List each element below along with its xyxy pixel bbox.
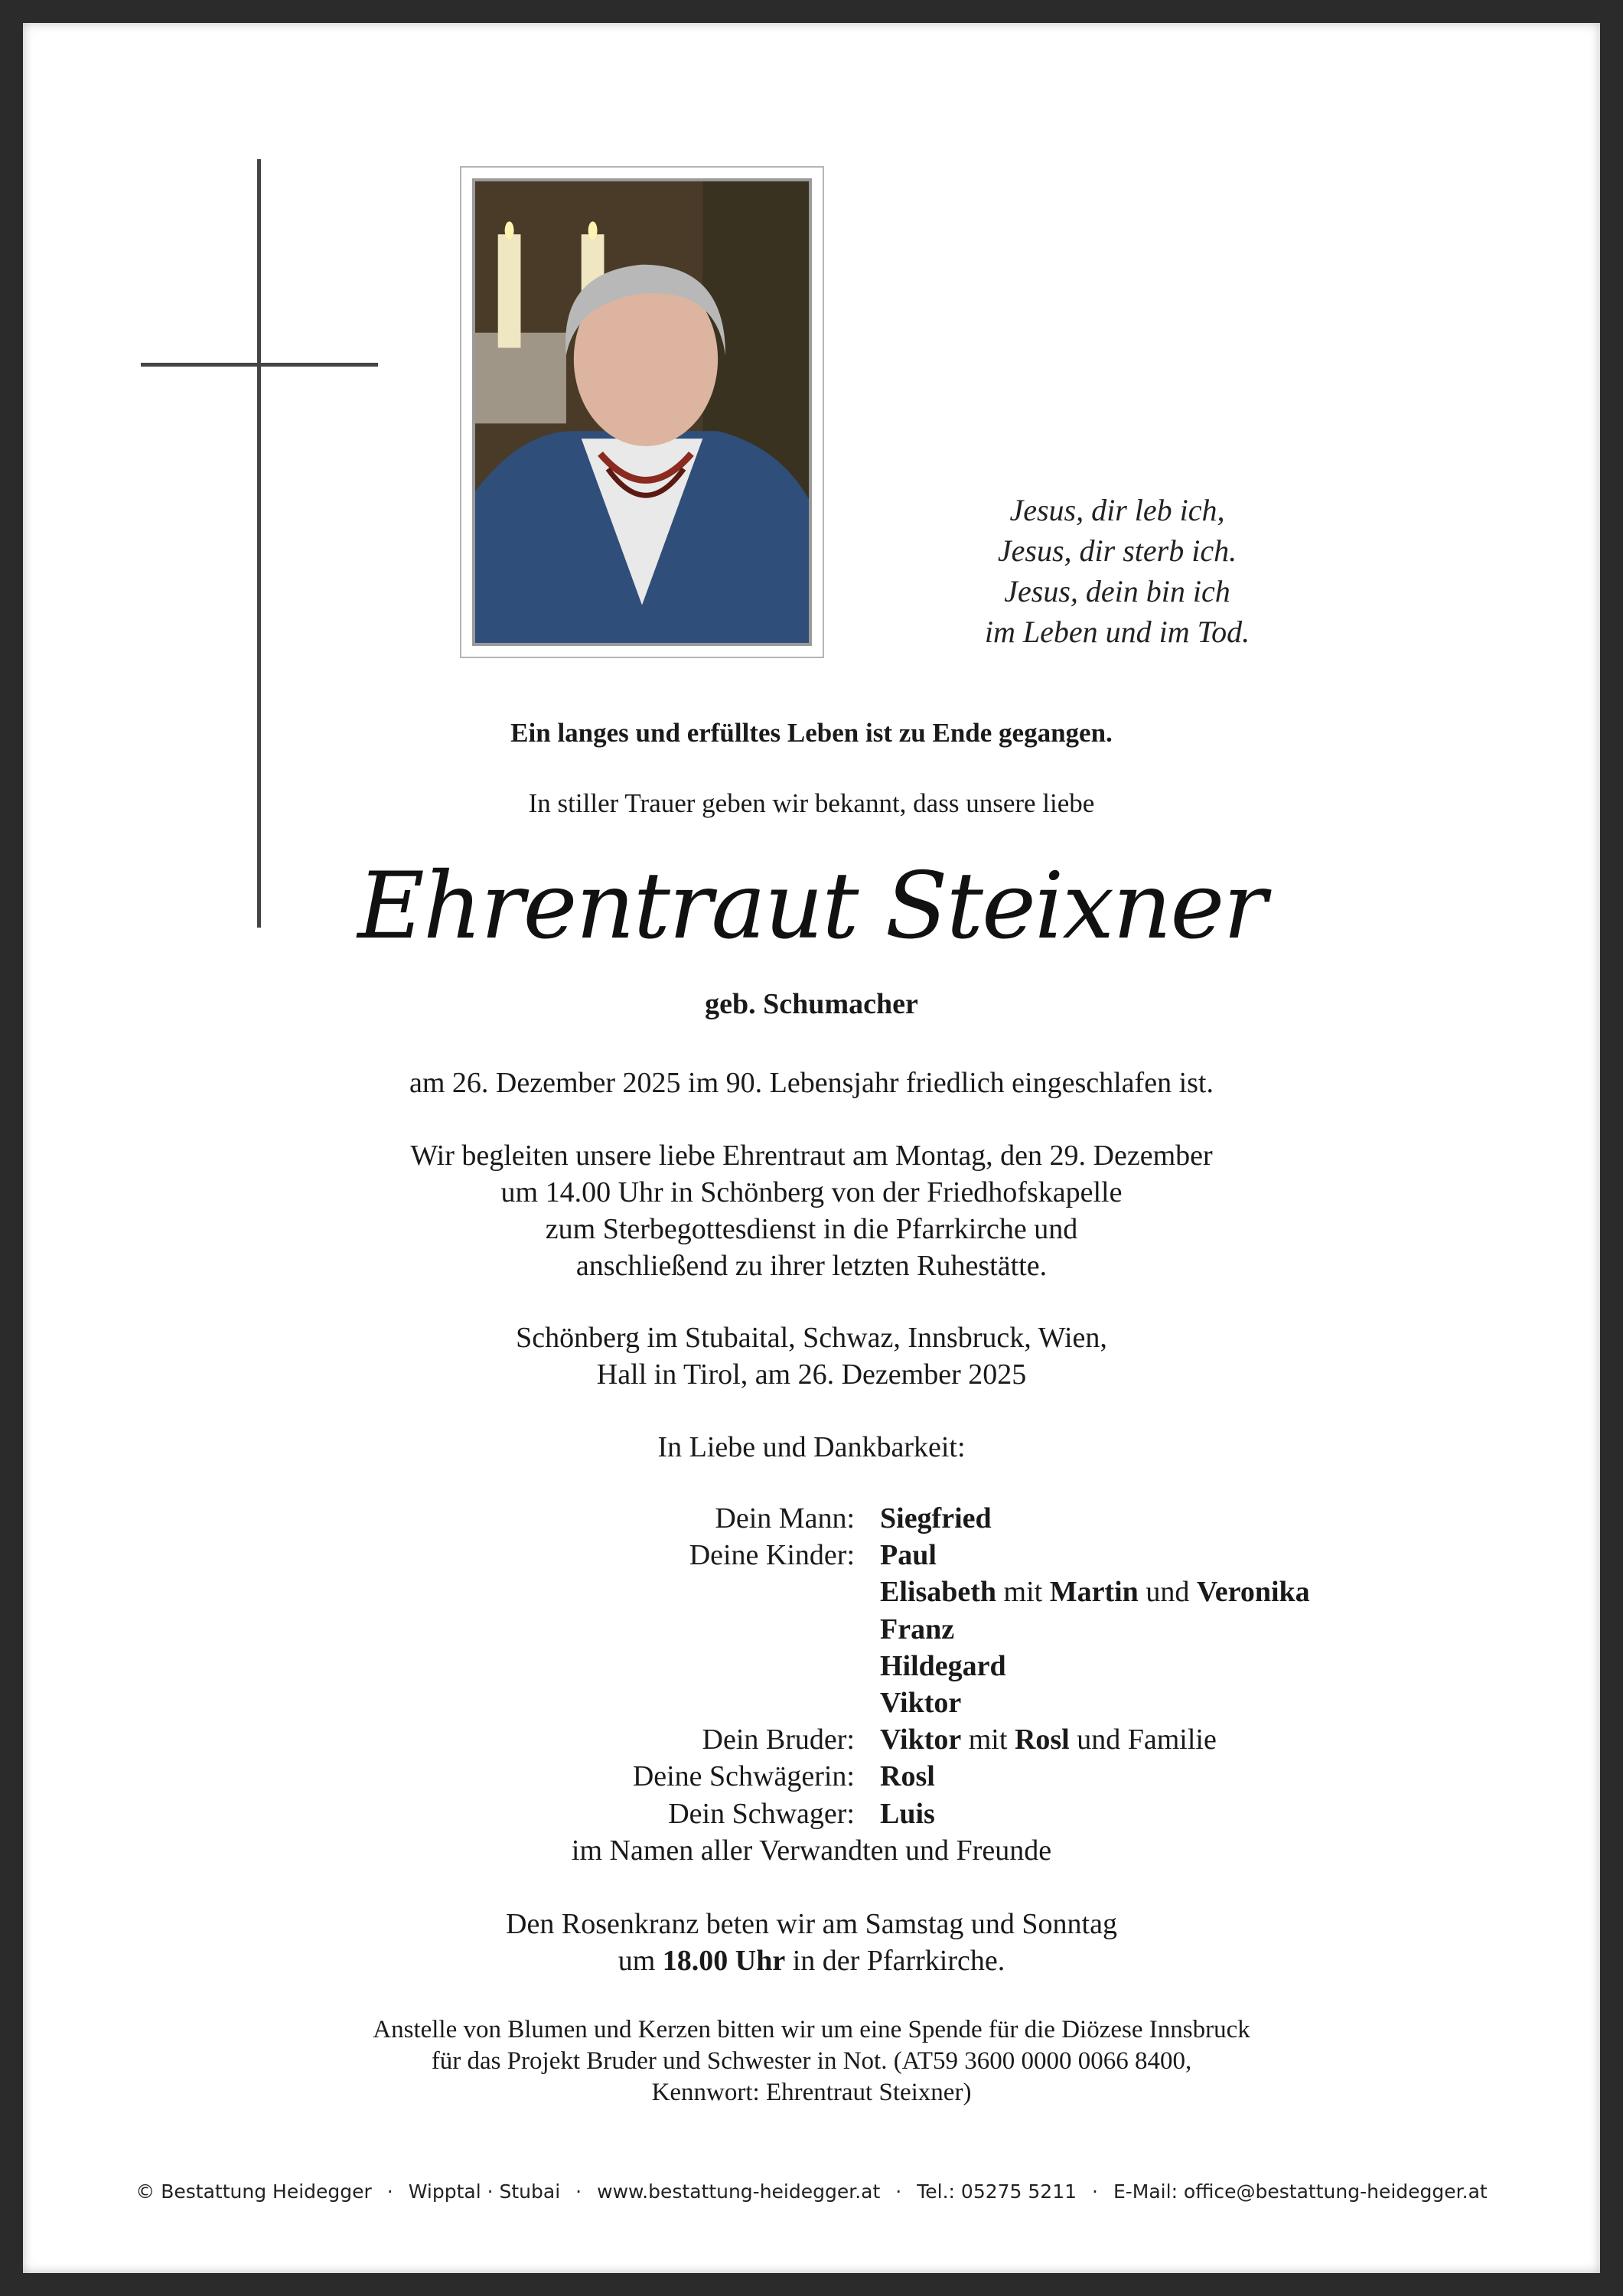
family-row xyxy=(0,1648,1623,1684)
family-member xyxy=(880,1574,1310,1610)
family-relation: Deine Schwägerin: xyxy=(632,1760,855,1793)
death-line: am 26. Dezember 2025 im 90. Lebensjahr friedlich eingeschlafen ist. xyxy=(409,1067,1214,1099)
family-row xyxy=(0,1611,1623,1648)
verse-line: Jesus, dir leb ich, xyxy=(1009,493,1225,527)
verse-line: Jesus, dein bin ich xyxy=(1004,574,1230,608)
deceased-name: Ehrentraut Steixner xyxy=(357,853,1266,960)
thanks-line: In Liebe und Dankbarkeit: xyxy=(657,1431,966,1463)
footer xyxy=(0,2180,1623,2203)
verse xyxy=(903,490,1331,652)
cross-horizontal-bar xyxy=(141,363,378,367)
place-date-line: Schönberg im Stubaital, Schwaz, Innsbruck, Wien, xyxy=(516,1322,1107,1354)
family-closing: im Namen aller Verwandten und Freunde xyxy=(571,1834,1052,1867)
footer-phone: Tel.: 05275 5211 xyxy=(917,2180,1077,2203)
portrait-frame xyxy=(460,166,824,658)
lead-line: Ein langes und erfülltes Leben ist zu Ende gegangen. xyxy=(510,718,1113,748)
family-row xyxy=(0,1721,1623,1758)
place-date xyxy=(0,1319,1623,1393)
family-row xyxy=(0,1758,1623,1795)
family-relation: Dein Bruder: xyxy=(702,1724,855,1756)
member-name: Elisabeth xyxy=(880,1576,997,1609)
donation-note xyxy=(0,2014,1623,2108)
connector: und xyxy=(1146,1576,1190,1609)
member-name: Martin xyxy=(1049,1576,1139,1609)
family-relation: Dein Mann: xyxy=(715,1502,855,1534)
verse-line: im Leben und im Tod. xyxy=(984,615,1250,649)
family-row xyxy=(0,1795,1623,1832)
donation-line: Kennwort: Ehrentraut Steixner) xyxy=(651,2079,972,2106)
family-relation: Deine Kinder: xyxy=(689,1539,855,1572)
funeral-line: zum Sterbegottesdienst in die Pfarrkirche und xyxy=(545,1213,1078,1245)
member-name: Veronika xyxy=(1196,1576,1310,1609)
donation-line: für das Projekt Bruder und Schwester in Not. (AT59 3600 0000 0066 8400, xyxy=(431,2047,1192,2075)
rosary-line: Den Rosenkranz beten wir am Samstag und Sonntag xyxy=(506,1908,1117,1940)
connector: mit xyxy=(968,1724,1008,1756)
footer-email[interactable]: E-Mail: office@bestattung-heidegger.at xyxy=(1113,2180,1488,2203)
verse-line: Jesus, dir sterb ich. xyxy=(997,533,1237,568)
member-name: Viktor xyxy=(880,1724,962,1756)
funeral-line: um 14.00 Uhr in Schönberg von der Friedhofskapelle xyxy=(500,1176,1123,1208)
connector: mit xyxy=(1003,1576,1043,1609)
family-member: Franz xyxy=(880,1613,955,1645)
family-row xyxy=(0,1832,1623,1869)
footer-separator: · xyxy=(895,2180,902,2203)
family-row xyxy=(0,1684,1623,1721)
family-member: Paul xyxy=(880,1539,937,1572)
footer-region: Wipptal · Stubai xyxy=(408,2180,561,2203)
funeral-line: anschließend zu ihrer letzten Ruhestätte. xyxy=(575,1250,1048,1282)
rosary-info xyxy=(0,1906,1623,1979)
family-member: Rosl xyxy=(880,1760,935,1793)
intro-line: In stiller Trauer geben wir bekannt, dass unsere liebe xyxy=(528,788,1095,818)
family-relation: Dein Schwager: xyxy=(668,1797,855,1830)
family-list xyxy=(0,1500,1623,1869)
family-row xyxy=(0,1500,1623,1537)
family-row xyxy=(0,1574,1623,1610)
donation-line: Anstelle von Blumen und Kerzen bitten wir um eine Spende für die Diözese Innsbruck xyxy=(373,2016,1250,2043)
rosary-time: 18.00 Uhr xyxy=(662,1945,786,1977)
footer-separator: · xyxy=(1092,2180,1098,2203)
family-member: Viktor xyxy=(880,1686,962,1719)
family-row xyxy=(0,1537,1623,1574)
footer-company: © Bestattung Heidegger xyxy=(135,2180,372,2203)
funeral-info xyxy=(0,1137,1623,1284)
family-member: Siegfried xyxy=(880,1502,992,1534)
rosary-line: um 18.00 Uhr in der Pfarrkirche. xyxy=(618,1945,1005,1977)
member-name: Rosl xyxy=(1014,1724,1070,1756)
footer-website[interactable]: www.bestattung-heidegger.at xyxy=(597,2180,881,2203)
portrait-photo xyxy=(472,178,812,646)
connector: und Familie xyxy=(1077,1724,1217,1756)
family-member: Luis xyxy=(880,1797,935,1830)
funeral-line: Wir begleiten unsere liebe Ehrentraut am Montag, den 29. Dezember xyxy=(410,1140,1213,1172)
family-member xyxy=(880,1721,1217,1758)
maiden-name: geb. Schumacher xyxy=(705,988,918,1020)
footer-separator: · xyxy=(386,2180,393,2203)
portrait-illustration xyxy=(475,181,809,643)
place-date-line: Hall in Tirol, am 26. Dezember 2025 xyxy=(596,1358,1027,1391)
footer-separator: · xyxy=(575,2180,582,2203)
family-member: Hildegard xyxy=(880,1649,1006,1682)
